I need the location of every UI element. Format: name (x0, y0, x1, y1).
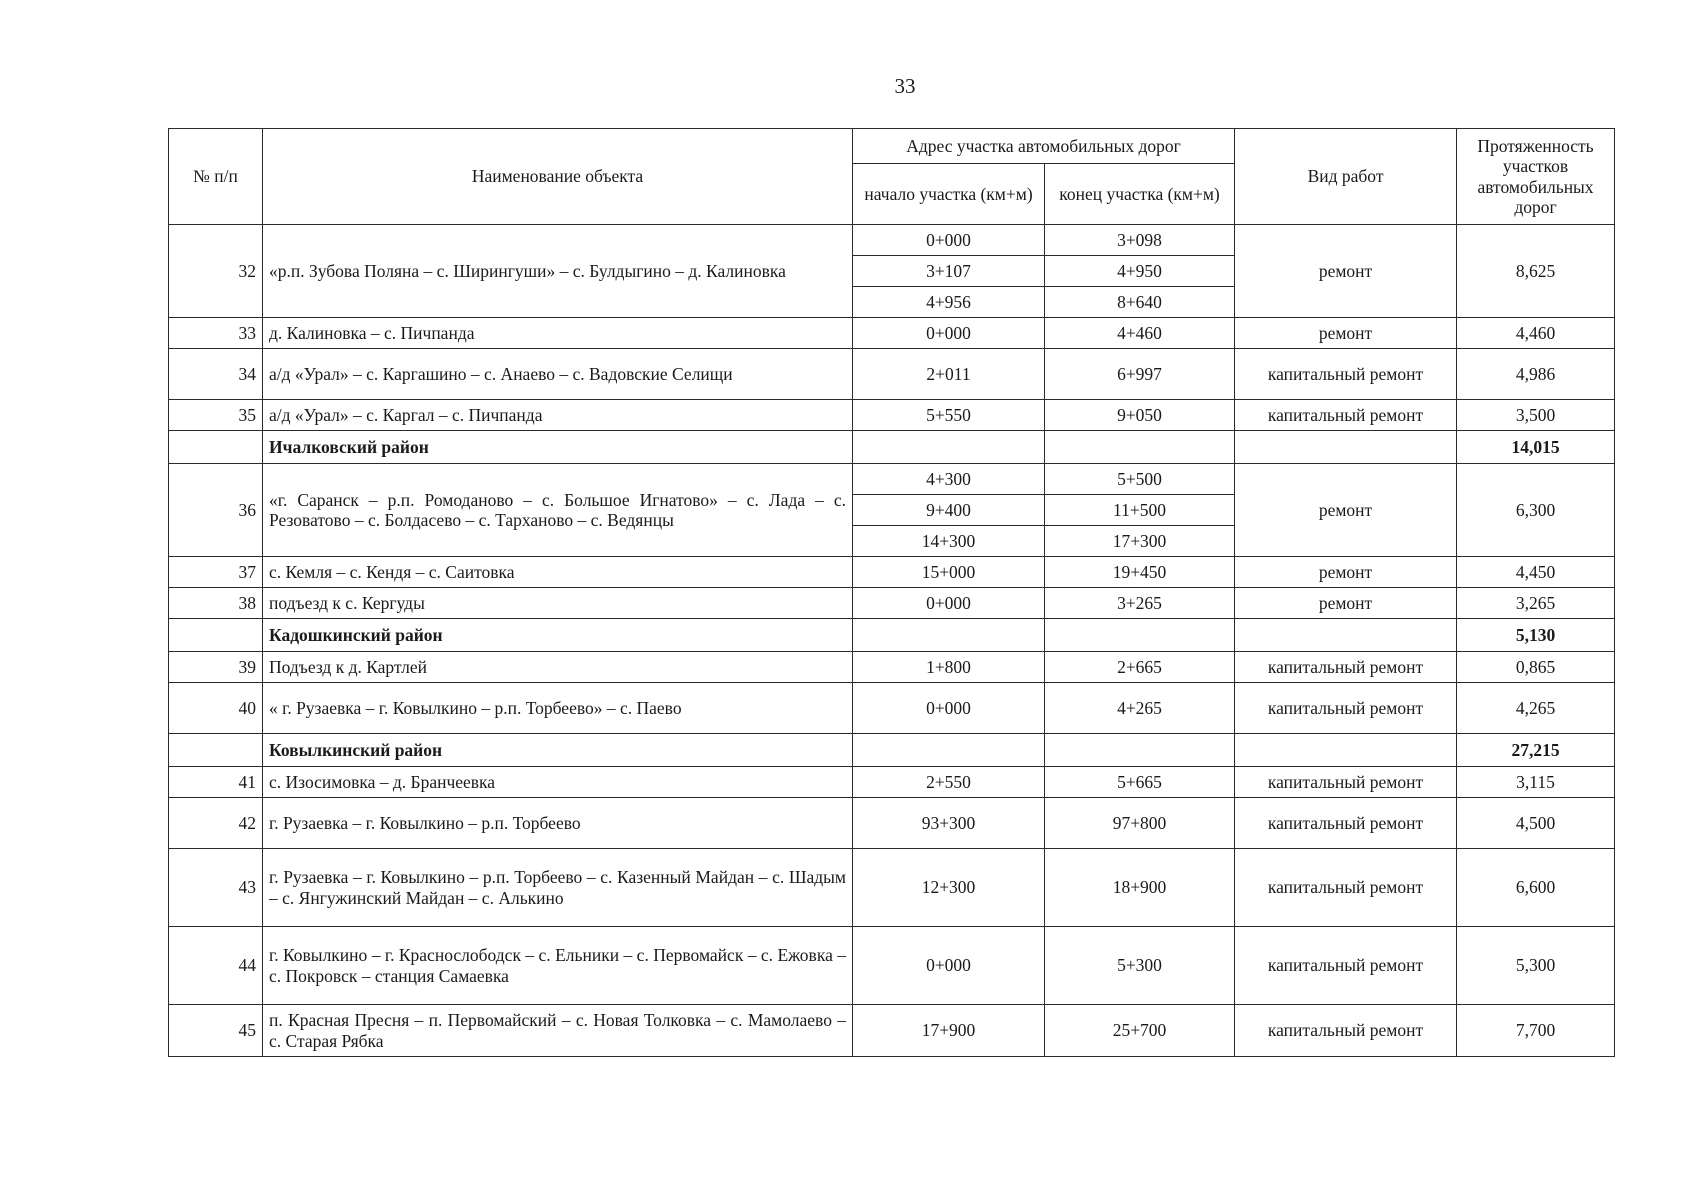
row-work: капитальный ремонт (1235, 798, 1457, 849)
row-name: « г. Рузаевка – г. Ковылкино – р.п. Торбеево» – с. Паево (263, 683, 853, 734)
row-end: 18+900 (1045, 849, 1235, 927)
row-start: 3+107 (853, 256, 1045, 287)
row-num: 34 (169, 349, 263, 400)
row-end: 97+800 (1045, 798, 1235, 849)
row-end: 2+665 (1045, 652, 1235, 683)
row-start: 0+000 (853, 225, 1045, 256)
row-length: 0,865 (1457, 652, 1615, 683)
row-start: 0+000 (853, 683, 1045, 734)
table-row (169, 849, 1615, 927)
header-address: Адрес участка автомобильных дорог (853, 129, 1235, 164)
district-empty-cell (1045, 734, 1235, 767)
row-end: 5+300 (1045, 927, 1235, 1005)
row-work: капитальный ремонт (1235, 767, 1457, 798)
row-num: 39 (169, 652, 263, 683)
row-work: капитальный ремонт (1235, 849, 1457, 927)
header-start: начало участка (км+м) (853, 164, 1045, 225)
district-row (169, 619, 1615, 652)
row-end: 25+700 (1045, 1005, 1235, 1057)
header-work: Вид работ (1235, 129, 1457, 225)
row-num: 40 (169, 683, 263, 734)
table-row (169, 683, 1615, 734)
row-name: с. Изосимовка – д. Бранчеевка (263, 767, 853, 798)
row-end: 8+640 (1045, 287, 1235, 318)
row-name: с. Кемля – с. Кендя – с. Саитовка (263, 557, 853, 588)
row-length: 4,986 (1457, 349, 1615, 400)
row-start: 5+550 (853, 400, 1045, 431)
district-empty-cell (1235, 431, 1457, 464)
row-start: 4+956 (853, 287, 1045, 318)
table-row (169, 798, 1615, 849)
table-body (169, 225, 1615, 1057)
row-start: 1+800 (853, 652, 1045, 683)
row-name: «г. Саранск – р.п. Ромоданово – с. Большое Игнатово» – с. Лада – с. Резоватово – с. Болдасево – с. Тарханово – с. Ведянцы (263, 464, 853, 557)
row-end: 17+300 (1045, 526, 1235, 557)
row-num: 36 (169, 464, 263, 557)
row-start: 17+900 (853, 1005, 1045, 1057)
district-num-cell (169, 734, 263, 767)
row-work: капитальный ремонт (1235, 927, 1457, 1005)
district-length: 27,215 (1457, 734, 1615, 767)
table-row (169, 557, 1615, 588)
district-empty-cell (853, 619, 1045, 652)
table-row (169, 588, 1615, 619)
header-name: Наименование объекта (263, 129, 853, 225)
row-name: а/д «Урал» – с. Каргал – с. Пичпанда (263, 400, 853, 431)
table-row (169, 225, 1615, 256)
row-length: 4,500 (1457, 798, 1615, 849)
road-works-table (168, 128, 1615, 1057)
row-length: 4,460 (1457, 318, 1615, 349)
row-num: 44 (169, 927, 263, 1005)
district-empty-cell (853, 734, 1045, 767)
row-num: 43 (169, 849, 263, 927)
row-work: капитальный ремонт (1235, 400, 1457, 431)
row-name: «р.п. Зубова Поляна – с. Ширингуши» – с. Булдыгино – д. Калиновка (263, 225, 853, 318)
district-num-cell (169, 619, 263, 652)
row-num: 41 (169, 767, 263, 798)
row-num: 37 (169, 557, 263, 588)
row-start: 0+000 (853, 588, 1045, 619)
row-length: 7,700 (1457, 1005, 1615, 1057)
district-empty-cell (1045, 619, 1235, 652)
page-number: 33 (894, 74, 916, 98)
row-name: подъезд к с. Кергуды (263, 588, 853, 619)
district-name: Ичалковский район (263, 431, 853, 464)
row-start: 0+000 (853, 927, 1045, 1005)
district-empty-cell (1045, 431, 1235, 464)
table-row (169, 349, 1615, 400)
row-num: 38 (169, 588, 263, 619)
row-end: 11+500 (1045, 495, 1235, 526)
row-name: п. Красная Пресня – п. Первомайский – с. Новая Толковка – с. Мамолаево – с. Старая Рябка (263, 1005, 853, 1057)
row-length: 4,265 (1457, 683, 1615, 734)
row-num: 42 (169, 798, 263, 849)
row-start: 2+011 (853, 349, 1045, 400)
row-start: 93+300 (853, 798, 1045, 849)
row-num: 45 (169, 1005, 263, 1057)
district-name: Кадошкинский район (263, 619, 853, 652)
table-row (169, 464, 1615, 495)
row-length: 3,500 (1457, 400, 1615, 431)
row-work: капитальный ремонт (1235, 349, 1457, 400)
row-start: 2+550 (853, 767, 1045, 798)
row-end: 5+665 (1045, 767, 1235, 798)
row-work: ремонт (1235, 318, 1457, 349)
row-work: ремонт (1235, 588, 1457, 619)
row-name: Подъезд к д. Картлей (263, 652, 853, 683)
row-length: 6,600 (1457, 849, 1615, 927)
header-length: Протяженность участков автомобильных дорог (1457, 129, 1615, 225)
row-work: ремонт (1235, 225, 1457, 318)
table-header (169, 129, 1615, 225)
row-start: 9+400 (853, 495, 1045, 526)
row-work: ремонт (1235, 464, 1457, 557)
row-name: г. Ковылкино – г. Краснослободск – с. Ельники – с. Первомайск – с. Ежовка – с. Покровск – станция Самаевка (263, 927, 853, 1005)
header-num: № п/п (169, 129, 263, 225)
row-start: 14+300 (853, 526, 1045, 557)
table-row (169, 767, 1615, 798)
row-name: д. Калиновка – с. Пичпанда (263, 318, 853, 349)
district-length: 5,130 (1457, 619, 1615, 652)
row-end: 4+460 (1045, 318, 1235, 349)
table-row (169, 652, 1615, 683)
row-length: 6,300 (1457, 464, 1615, 557)
district-empty-cell (853, 431, 1045, 464)
row-num: 33 (169, 318, 263, 349)
row-work: капитальный ремонт (1235, 1005, 1457, 1057)
district-row (169, 431, 1615, 464)
table-row (169, 318, 1615, 349)
row-name: а/д «Урал» – с. Каргашино – с. Анаево – с. Вадовские Селищи (263, 349, 853, 400)
row-work: капитальный ремонт (1235, 683, 1457, 734)
district-name: Ковылкинский район (263, 734, 853, 767)
row-end: 6+997 (1045, 349, 1235, 400)
row-name: г. Рузаевка – г. Ковылкино – р.п. Торбеево – с. Казенный Майдан – с. Шадым – с. Янгужинский Майдан – с. Алькино (263, 849, 853, 927)
table-row (169, 1005, 1615, 1057)
district-empty-cell (1235, 734, 1457, 767)
district-length: 14,015 (1457, 431, 1615, 464)
row-work: капитальный ремонт (1235, 652, 1457, 683)
table-row (169, 927, 1615, 1005)
district-empty-cell (1235, 619, 1457, 652)
row-end: 4+950 (1045, 256, 1235, 287)
row-end: 3+098 (1045, 225, 1235, 256)
row-end: 19+450 (1045, 557, 1235, 588)
header-end: конец участка (км+м) (1045, 164, 1235, 225)
district-num-cell (169, 431, 263, 464)
row-end: 5+500 (1045, 464, 1235, 495)
row-name: г. Рузаевка – г. Ковылкино – р.п. Торбеево (263, 798, 853, 849)
row-length: 3,115 (1457, 767, 1615, 798)
row-start: 4+300 (853, 464, 1045, 495)
row-length: 3,265 (1457, 588, 1615, 619)
row-length: 4,450 (1457, 557, 1615, 588)
row-end: 4+265 (1045, 683, 1235, 734)
row-end: 3+265 (1045, 588, 1235, 619)
row-length: 8,625 (1457, 225, 1615, 318)
row-work: ремонт (1235, 557, 1457, 588)
row-start: 12+300 (853, 849, 1045, 927)
row-num: 32 (169, 225, 263, 318)
row-length: 5,300 (1457, 927, 1615, 1005)
district-row (169, 734, 1615, 767)
row-end: 9+050 (1045, 400, 1235, 431)
row-start: 0+000 (853, 318, 1045, 349)
table-row (169, 400, 1615, 431)
row-start: 15+000 (853, 557, 1045, 588)
row-num: 35 (169, 400, 263, 431)
